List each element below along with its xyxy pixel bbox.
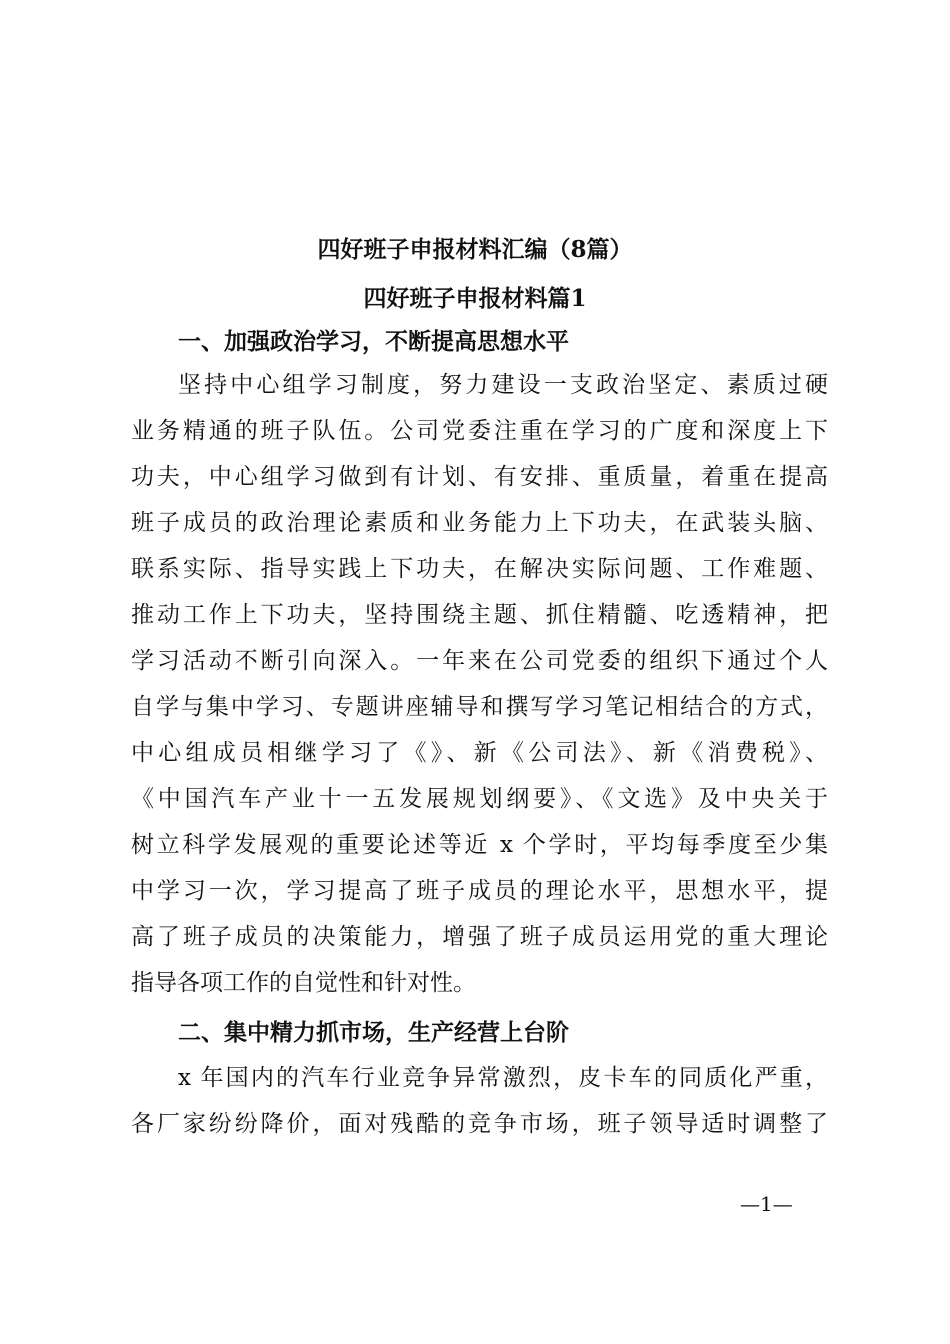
paragraph-line: 《中国汽车产业十一五发展规划纲要》、《文选》及中央关于 [131,786,828,812]
page-number: —1— [740,1192,793,1216]
paragraph-line: 树立科学发展观的重要论述等近 x 个学时，平均每季度至少集 [131,832,828,858]
section-body [131,1055,828,1147]
paragraph-line: 高了班子成员的决策能力，增强了班子成员运用党的重大理论 [131,924,828,950]
paragraph-line: 指导各项工作的自觉性和针对性。 [131,970,476,996]
paragraph-line: 各厂家纷纷降价，面对残酷的竞争市场，班子领导适时调整了 [131,1111,828,1137]
section-body [131,362,828,1006]
section-heading: 一、加强政治学习，不断提高思想水平 [178,329,569,355]
paragraph-line: 班子成员的政治理论素质和业务能力上下功夫，在武装头脑、 [131,510,828,536]
paragraph-line: 学习活动不断引向深入。一年来在公司党委的组织下通过个人 [131,648,828,674]
document-subtitle: 四好班子申报材料篇1 [363,285,587,312]
section-heading: 二、集中精力抓市场，生产经营上台阶 [178,1020,569,1046]
paragraph-line: 中心组成员相继学习了《》、新《公司法》、新《消费税》、 [131,740,828,766]
paragraph-line: 联系实际、指导实践上下功夫，在解决实际问题、工作难题、 [131,556,828,582]
paragraph-line: 自学与集中学习、专题讲座辅导和撰写学习笔记相结合的方式， [131,694,828,720]
paragraph-line: 业务精通的班子队伍。公司党委注重在学习的广度和深度上下 [131,418,828,444]
document-title: 四好班子申报材料汇编（8篇） [317,236,633,263]
paragraph-line: 坚持中心组学习制度，努力建设一支政治坚定、素质过硬 [178,372,828,398]
paragraph-line: x 年国内的汽车行业竞争异常激烈，皮卡车的同质化严重， [178,1065,828,1091]
paragraph-line: 推动工作上下功夫，坚持围绕主题、抓住精髓、吃透精神，把 [131,602,828,628]
paragraph-line: 中学习一次，学习提高了班子成员的理论水平，思想水平，提 [131,878,828,904]
paragraph-line: 功夫，中心组学习做到有计划、有安排、重质量，着重在提高 [131,464,828,490]
